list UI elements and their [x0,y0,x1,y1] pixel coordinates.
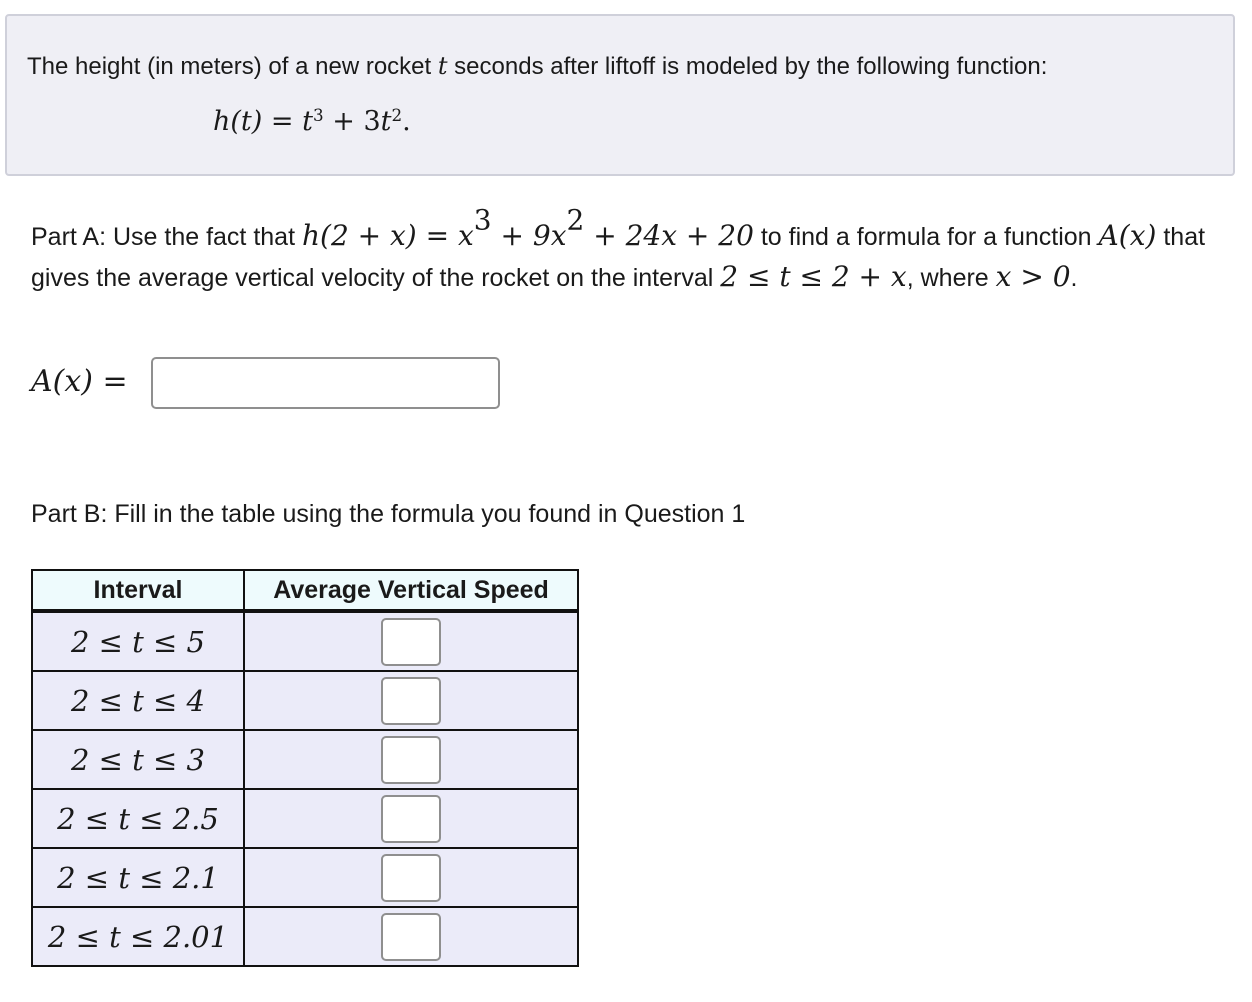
speed-cell [244,907,578,966]
speed-cell [244,730,578,789]
formula-period: . [402,106,411,137]
formula-exponent: 3 [312,104,324,125]
answer-a-label-text: A(x) [31,364,93,399]
header-average-speed: Average Vertical Speed [244,570,578,611]
table-row [32,611,578,671]
math-exponent: 3 [473,203,492,237]
math-eq: = [416,219,458,252]
answer-a-label [31,362,128,402]
speed-input[interactable] [381,677,441,725]
speed-cell [244,848,578,907]
speed-table [31,569,579,967]
height-formula [213,106,411,138]
math-x: x [458,219,474,252]
part-a-prompt [31,203,1211,298]
table-row [32,730,578,789]
table-row [32,789,578,848]
interval-cell [32,611,244,671]
formula-term: t [380,106,392,137]
math-exponent: 2 [566,203,585,237]
formula-term: t [302,106,313,137]
interval-value: 2 ≤ t ≤ 2.1 [57,860,219,895]
interval-cell [32,848,244,907]
interval-cell [32,730,244,789]
part-a-text: , where [906,264,996,292]
problem-intro-panel [5,14,1235,176]
intro-text [27,52,1047,81]
intro-text-part: seconds after liftoff is modeled by the following function: [447,53,1048,80]
interval-value: 2 ≤ t ≤ 5 [70,624,206,659]
table-row [32,848,578,907]
interval-value: 2 ≤ t ≤ 2.01 [47,919,229,954]
math-h-of-2-plus-x: h(2 + x) [301,219,417,252]
math-interval: 2 ≤ t ≤ 2 + x [720,260,907,293]
interval-value: 2 ≤ t ≤ 4 [70,683,206,718]
part-a-text: Part A: Use the fact that [31,223,302,251]
interval-cell [32,907,244,966]
table-header-row [32,570,578,611]
math-A-of-x: A(x) [1098,219,1157,252]
interval-value: 2 ≤ t ≤ 3 [70,742,206,777]
formula-coef: 3 [363,106,381,137]
speed-input[interactable] [381,618,441,666]
part-a-text: that gives the average vertical velocity of the rocket on the interval [31,223,1206,292]
answer-a-eq: = [102,364,128,399]
formula-plus: + [332,106,355,137]
interval-cell [32,671,244,730]
formula-lhs: h(t) [213,106,263,137]
speed-cell [244,611,578,671]
math-term: + 24x + 20 [584,219,754,252]
intro-text-part: The height (in meters) of a new rocket [27,53,438,80]
answer-a-input[interactable] [151,357,500,409]
header-interval: Interval [32,570,244,611]
part-a-text: to find a formula for a function [753,223,1099,251]
speed-cell [244,671,578,730]
speed-input[interactable] [381,795,441,843]
math-term: + 9x [491,219,567,252]
variable-t: t [437,52,448,80]
interval-value: 2 ≤ t ≤ 2.5 [57,801,219,836]
interval-cell [32,789,244,848]
formula-exponent: 2 [391,104,403,125]
speed-input[interactable] [381,736,441,784]
part-a-text: . [1070,264,1078,292]
formula-eq: = [270,106,294,137]
speed-input[interactable] [381,913,441,961]
table-row [32,671,578,730]
speed-input[interactable] [381,854,441,902]
part-b-prompt: Part B: Fill in the table using the formula you found in Question 1 [31,500,746,528]
table-row [32,907,578,966]
math-condition: x > 0 [995,260,1071,293]
speed-cell [244,789,578,848]
